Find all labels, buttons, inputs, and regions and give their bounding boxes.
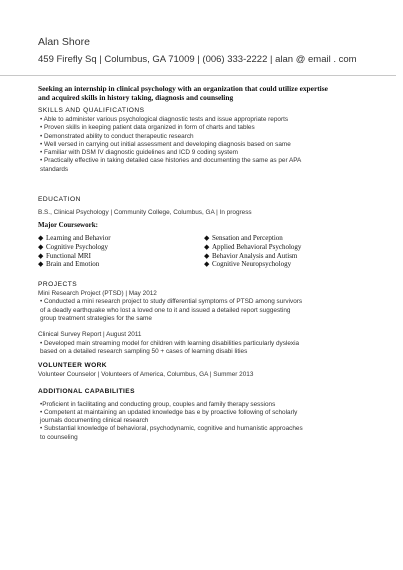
- project-title: Clinical Survey Report | August 2011: [38, 331, 142, 339]
- diamond-bullet-icon: ◆: [38, 260, 44, 269]
- coursework-grid: [38, 234, 365, 268]
- coursework-item: ◆ Applied Behavioral Psychology: [204, 243, 302, 252]
- skills-item-continuation: standards: [40, 165, 69, 173]
- skills-item: • Familiar with DSM IV diagnostic guidelines and ICD 9 coding system: [40, 149, 238, 157]
- header-divider: [0, 75, 396, 76]
- additional-item: • Substantial knowledge of behavioral, psychodynamic, cognitive and humanistic approaches: [40, 425, 303, 433]
- project-line: based on a detailed research sampling 50 + cases of learning disabi lities: [40, 347, 248, 355]
- diamond-bullet-icon: ◆: [204, 260, 210, 269]
- projects-heading: PROJECTS: [38, 280, 78, 288]
- volunteer-heading: VOLUNTEER WORK: [38, 362, 107, 370]
- coursework-item: ◆ Cognitive Psychology: [38, 243, 109, 252]
- diamond-bullet-icon: ◆: [204, 243, 210, 252]
- skills-item: • Proven skills in keeping patient data organized in form of charts and tables: [40, 124, 255, 132]
- coursework-item: ◆ Behavior Analysis and Autism: [204, 251, 298, 260]
- skills-heading: SKILLS AND QUALIFICATIONS: [38, 107, 145, 114]
- coursework-item: ◆ Sensation and Perception: [204, 234, 283, 243]
- additional-item: • Competent at maintaining an updated knowledge bas e by proactive following of scholarly: [40, 408, 298, 416]
- skills-list: [38, 116, 365, 174]
- coursework-title: Major Coursework:: [38, 221, 98, 230]
- diamond-bullet-icon: ◆: [38, 234, 44, 243]
- skills-item: • Demonstrated ability to conduct therapeutic research: [40, 132, 194, 140]
- skills-item: • Well versed in carrying out initial assessment and developing diagnosis based on same: [40, 140, 291, 148]
- contact-info: 459 Firefly Sq | Columbus, GA 71009 | (006) 333-2222 | alan @ email . com: [38, 54, 357, 65]
- degree-line: B.S., Clinical Psychology | Community College, Columbus, GA | In progress: [38, 209, 252, 217]
- project-line: • Developed main streaming model for children with learning disabilities particularly dyslexia: [40, 339, 300, 347]
- coursework-item: ◆ Brain and Emotion: [38, 260, 100, 269]
- diamond-bullet-icon: ◆: [38, 251, 44, 260]
- objective-line: and acquired skills in history taking, diagnosis and counseling: [38, 93, 234, 102]
- education-heading: EDUCATION: [38, 196, 81, 204]
- project-line: • Conducted a mini research project to study differential symptoms of PTSD among survivors: [40, 298, 303, 306]
- additional-item-continuation: to counseling: [40, 433, 78, 441]
- project-title: Mini Research Project (PTSD) | May 2012: [38, 289, 157, 297]
- additional-item: •Proficient in facilitating and conducting group, couples and family therapy sessions: [40, 400, 276, 408]
- objective-line: Seeking an internship in clinical psychology with an organization that could utilize expertise: [38, 84, 328, 93]
- additional-item-continuation: journals documenting clinical research: [40, 417, 149, 425]
- skills-item: • Practically effective in taking detailed case histories and documenting the same as per APA: [40, 157, 302, 165]
- diamond-bullet-icon: ◆: [204, 234, 210, 243]
- coursework-item: ◆ Cognitive Neuropsychology: [204, 260, 292, 269]
- project-line: of a deadly earthquake who lost a loved one to it and issued a detailed report suggesting: [40, 306, 291, 314]
- coursework-item: ◆ Learning and Behavior: [38, 234, 111, 243]
- project-line: group treatment strategies for the same: [40, 314, 152, 322]
- diamond-bullet-icon: ◆: [204, 251, 210, 260]
- coursework-item: ◆ Functional MRI: [38, 251, 91, 260]
- objective-block: [38, 84, 365, 102]
- volunteer-line: Volunteer Counselor | Volunteers of America, Columbus, GA | Summer 2013: [38, 371, 254, 379]
- skills-item: • Able to administer various psychological diagnostic tests and issue appropriate reports: [40, 116, 289, 123]
- additional-heading: ADDITIONAL CAPABILITIES: [38, 387, 135, 395]
- diamond-bullet-icon: ◆: [38, 243, 44, 252]
- candidate-name: Alan Shore: [38, 36, 90, 48]
